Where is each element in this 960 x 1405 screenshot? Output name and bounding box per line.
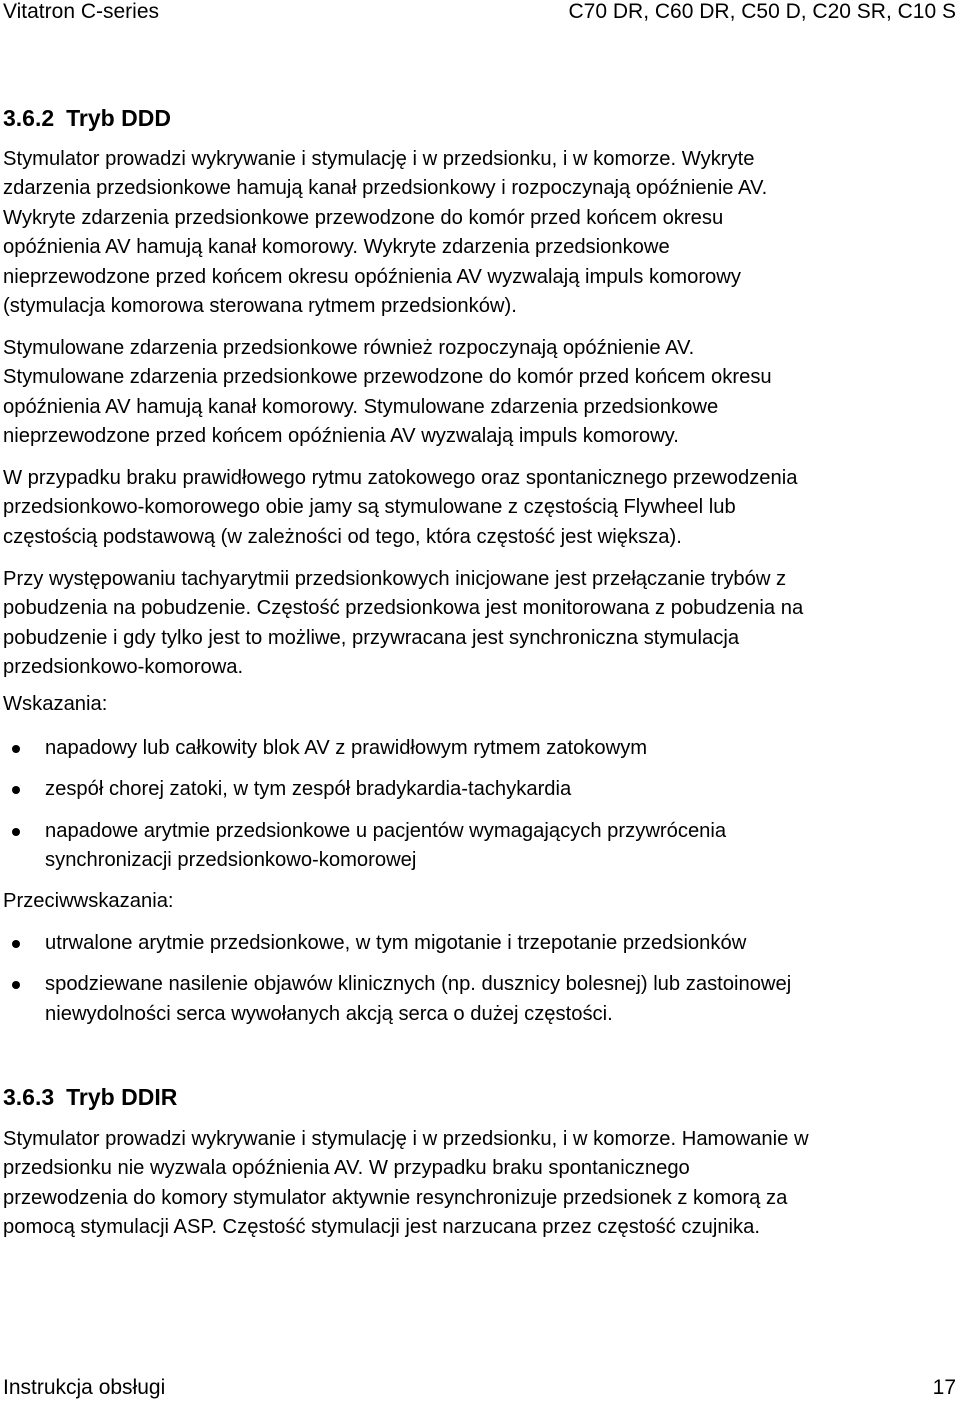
text-line: przedsionkowo-komorowego obie jamy są stymulowane z częstością Flywheel lub [3, 496, 736, 519]
contraindications-label [3, 887, 958, 916]
text-line: napadowe arytmie przedsionkowe u pacjentów wymagających przywrócenia [45, 819, 727, 842]
text-line: przedsionku nie wyzwala opóźnienia AV. W przypadku braku spontanicznego [3, 1157, 690, 1180]
paragraph-ddd-detection [3, 145, 958, 321]
text-line: pobudzenia na pobudzenie. Częstość przedsionkowa jest monitorowana z pobudzenia na [3, 597, 804, 620]
text-line: Stymulator prowadzi wykrywanie i stymulację i w przedsionku, i w komorze. Hamowanie w [3, 1128, 809, 1150]
text-line: zespół chorej zatoki, w tym zespół bradykardia-tachykardia [45, 778, 572, 801]
text-line: pomocą stymulacji ASP. Częstość stymulacji jest narzucana przez częstość czujnika. [3, 1216, 760, 1239]
text-line: Wykryte zdarzenia przedsionkowe przewodzone do komór przed końcem okresu [3, 206, 724, 229]
bullet-icon [12, 981, 20, 989]
text-line: nieprzewodzone przed końcem okresu opóźnienia AV wyzwalają impuls komorowy [3, 265, 741, 288]
text-line: zdarzenia przedsionkowe hamują kanał przedsionkowy i rozpoczynają opóźnienie AV. [3, 177, 768, 200]
text-line: utrwalone arytmie przedsionkowe, w tym migotanie i trzepotanie przedsionków [45, 932, 747, 954]
list-item [3, 775, 958, 804]
text-line: przedsionkowo-komorowa. [3, 656, 244, 679]
indications-label [3, 690, 958, 719]
list-item [3, 929, 958, 958]
paragraph-ddd-flywheel [3, 464, 958, 552]
section-number: 3.6.2 [3, 105, 55, 131]
bullet-icon [12, 786, 20, 794]
running-header-product: Vitatron C-series [3, 0, 160, 23]
footer-title: Instrukcja obsługi [3, 1376, 166, 1399]
bullet-icon [12, 940, 20, 948]
label-text: Przeciwwskazania: [3, 890, 174, 912]
text-line: spodziewane nasilenie objawów klinicznych (np. dusznicy bolesnej) lub zastoinowej [45, 973, 792, 996]
text-line: Stymulowane zdarzenia przedsionkowe przewodzone do komór przed końcem okresu [3, 366, 772, 389]
section-number: 3.6.3 [3, 1084, 55, 1110]
bullet-icon [12, 745, 20, 753]
text-line: napadowy lub całkowity blok AV z prawidłowym rytmem zatokowym [45, 737, 648, 759]
text-line: Przy występowaniu tachyarytmii przedsionkowych inicjowane jest przełączanie trybów z [3, 568, 787, 590]
page-number: 17 [932, 1376, 956, 1399]
contraindications-list [3, 929, 958, 1029]
indications-list [3, 734, 958, 876]
section-heading-ddir [3, 1083, 177, 1111]
section-title: Tryb DDIR [66, 1084, 178, 1110]
paragraph-ddd-paced-events [3, 334, 958, 452]
text-line: niewydolności serca wywołanych akcją serca o dużej częstości. [45, 1002, 613, 1025]
text-line: nieprzewodzone przed końcem opóźnienia AV wyzwalają impuls komorowy. [3, 425, 679, 448]
section-heading-ddd [3, 104, 171, 132]
text-line: opóźnienia AV hamują kanał komorowy. Stymulowane zdarzenia przedsionkowe [3, 395, 719, 418]
text-line: Stymulowane zdarzenia przedsionkowe również rozpoczynają opóźnienie AV. [3, 337, 695, 359]
label-text: Wskazania: [3, 693, 108, 715]
list-item [3, 734, 958, 763]
text-line: Stymulator prowadzi wykrywanie i stymulację i w przedsionku, i w komorze. Wykryte [3, 148, 755, 170]
text-line: częstością podstawową (w zależności od tego, która częstość jest większa). [3, 525, 682, 548]
text-line: synchronizacji przedsionkowo-komorowej [45, 849, 417, 872]
list-item [3, 817, 958, 876]
paragraph-ddir-description [3, 1125, 958, 1243]
text-line: (stymulacja komorowa sterowana rytmem przedsionków). [3, 295, 517, 318]
text-line: opóźnienia AV hamują kanał komorowy. Wykryte zdarzenia przedsionkowe [3, 236, 670, 259]
text-line: W przypadku braku prawidłowego rytmu zatokowego oraz spontanicznego przewodzenia [3, 467, 798, 489]
list-item [3, 970, 958, 1029]
paragraph-ddd-mode-switch [3, 565, 958, 683]
running-header-models: C70 DR, C60 DR, C50 D, C20 SR, C10 S [568, 0, 956, 23]
text-line: pobudzenie i gdy tylko jest to możliwe, przywracana jest synchroniczna stymulacja [3, 626, 740, 649]
text-line: przewodzenia do komory stymulator aktywnie resynchronizuje przedsionek z komorą za [3, 1186, 788, 1209]
section-title: Tryb DDD [66, 105, 171, 131]
bullet-icon [12, 828, 20, 836]
